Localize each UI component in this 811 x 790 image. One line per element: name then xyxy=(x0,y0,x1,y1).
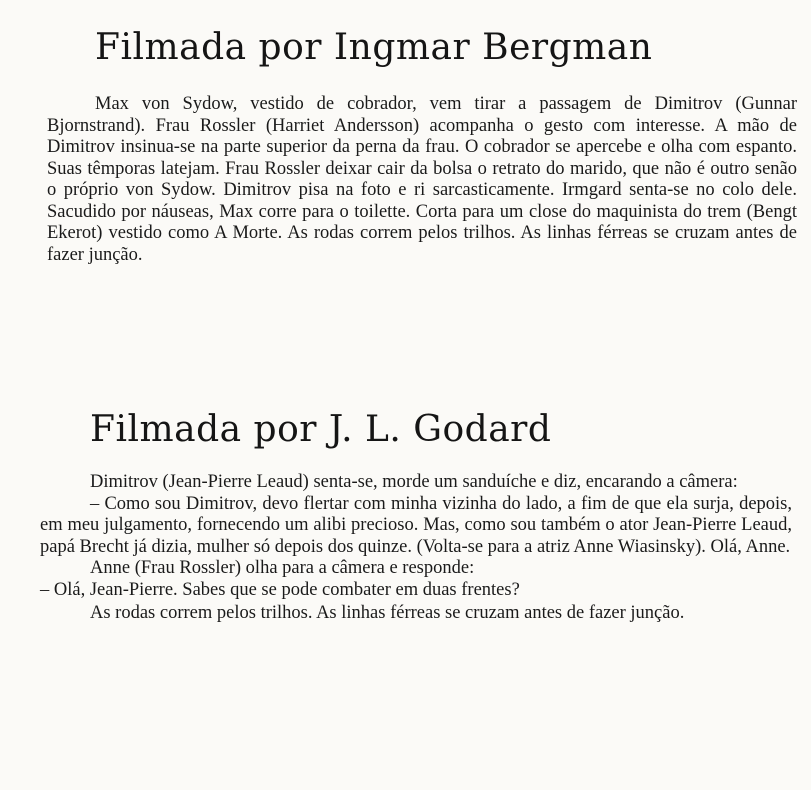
paragraph: Dimitrov (Jean-Pierre Leaud) senta-se, morde um sanduíche e diz, encarando a câmera: xyxy=(90,472,738,492)
dialogue-line: – Olá, Jean-Pierre. Sabes que se pode combater em duas frentes? xyxy=(40,579,520,600)
section-title: Filmada por Ingmar Bergman xyxy=(95,27,653,68)
paragraph: Max von Sydow, vestido de cobrador, vem tirar a passagem de Dimitrov (Gunnar Bjornstrand). Frau Rossler (Harriet Andersson) acompanha o gesto com interesse. A mão de Dimitrov insinua-se na parte superior da perna da frau. O cobrador se apercebe e olha com espanto. Suas têmporas latejam. Frau Rossler deixar cair da bolsa o retrato do marido, que não é outro senão o próprio von Sydow. Dimitrov pisa na foto e ri sarcasticamente. Irmgard senta-se no colo dele. Sacudido por náuseas, Max corre para o toilette. Corta para um close do maquinista do trem (Bengt Ekerot) vestido como A Morte. As rodas correm pelos trilhos. As linhas férreas se cruzam antes de fazer junção. xyxy=(47,94,797,265)
section-bergman xyxy=(47,24,797,266)
paragraph: As rodas correm pelos trilhos. As linhas férreas se cruzam antes de fazer junção. xyxy=(90,603,685,623)
paragraph: Anne (Frau Rossler) olha para a câmera e responde: xyxy=(90,558,475,578)
dialogue-line: – Como sou Dimitrov, devo flertar com minha vizinha do lado, a fim de que ela surja, depois, em meu julgamento, fornecendo um alibi precioso. Mas, como sou também o ator Jean-Pierre Leaud, papá Brecht já dizia, mulher só depois dos quinze. (Volta-se para a atriz Anne Wiasinsky). Olá, Anne. xyxy=(40,493,792,557)
section-title: Filmada por J. L. Godard xyxy=(90,409,552,450)
section-godard xyxy=(40,406,792,625)
